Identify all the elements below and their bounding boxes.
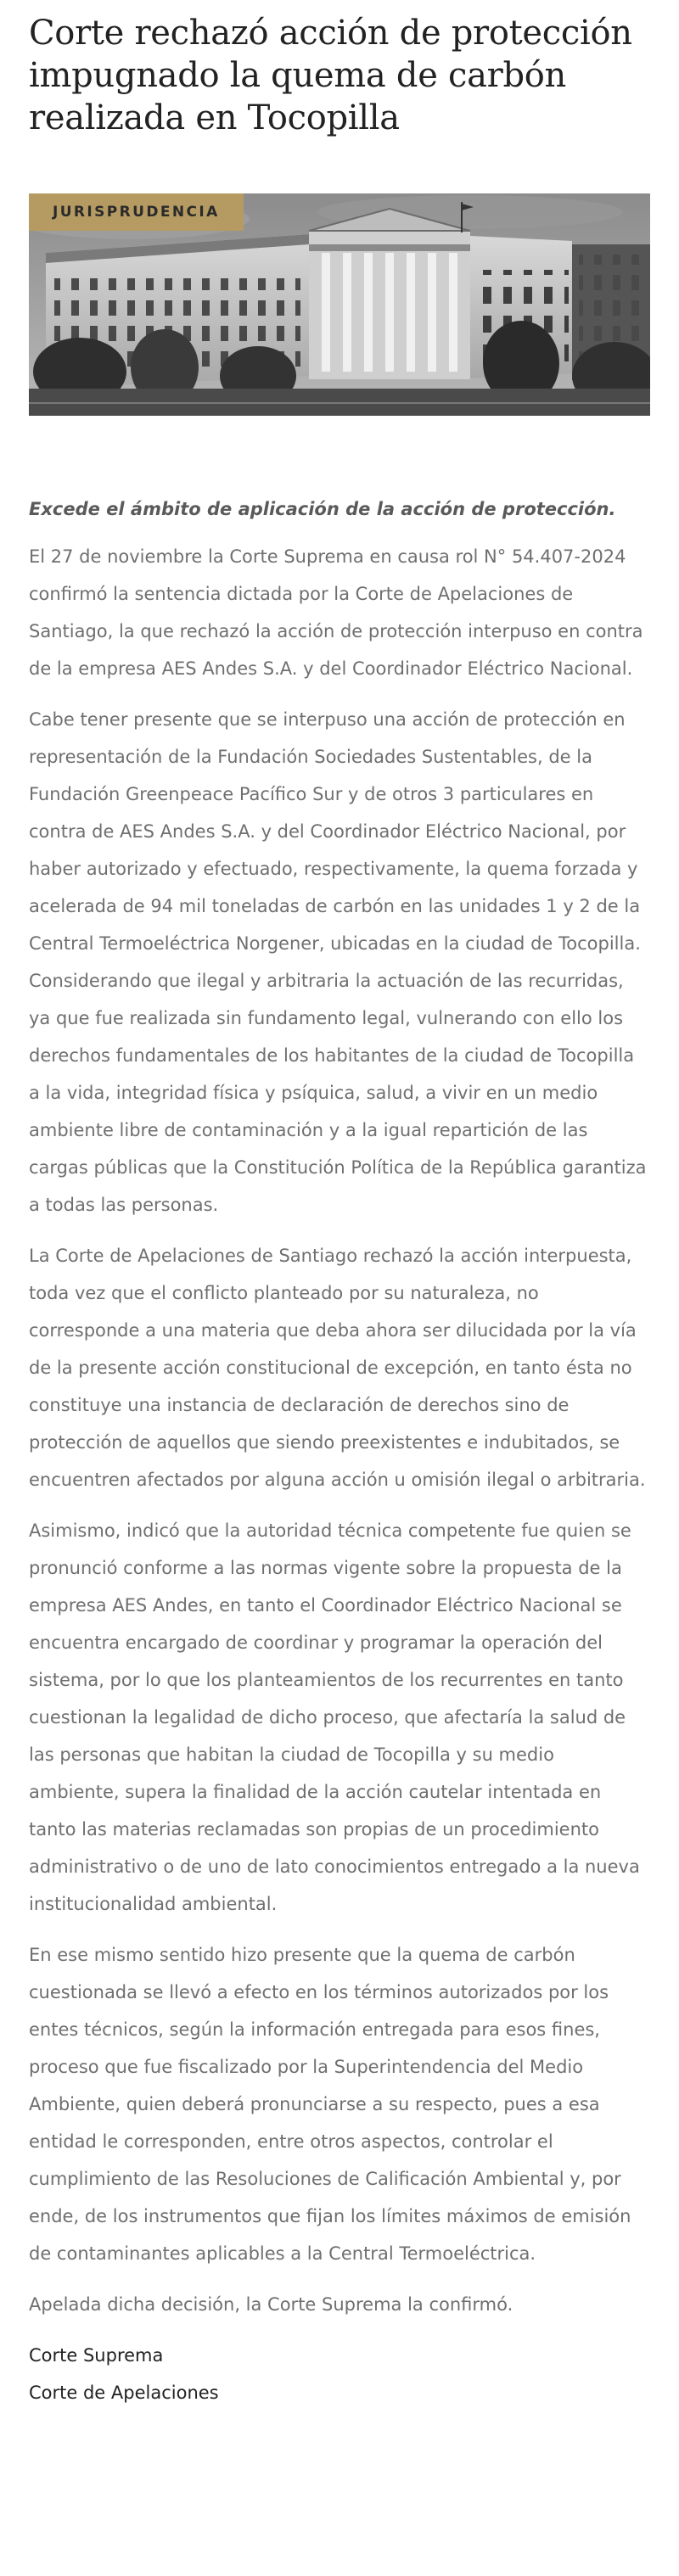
category-badge[interactable]: JURISPRUDENCIA bbox=[29, 193, 244, 231]
article-paragraph-3: La Corte de Apelaciones de Santiago rechazó la acción interpuesta, toda vez que el conflicto planteado por su naturaleza, no corresponde a una materia que deba ahora ser dilucidada por la vía de la presente acción constitucional de excepción, en tanto ésta no constituye una instancia de declaración de derechos sino de protección de aquellos que siendo preexistentes e indubitados, se encuentren afectados por alguna acción u omisión ilegal o arbitraria. bbox=[29, 1246, 646, 1490]
article-tags bbox=[29, 2337, 650, 2411]
article-paragraph-2: Cabe tener presente que se interpuso una acción de protección en representación de la Fundación Sociedades Sustentables, de la Fundación Greenpeace Pacífico Sur y de otros 3 particulares en contra de AES Andes S.A. y del Coordinador Eléctrico Nacional, por haber autorizado y efectuado, respectivamente, la quema forzada y acelerada de 94 mil toneladas de carbón en las unidades 1 y 2 de la Central Termoeléctrica Norgener, ubicadas en la ciudad de Tocopilla. Considerando que ilegal y arbitraria la actuación de las recurridas, ya que fue realizada sin fundamento legal, vulnerando con ello los derechos fundamentales de los habitantes de la ciudad de Tocopilla a la vida, integridad física y psíquica, salud, a vivir en un medio ambiente libre de contaminación y a la igual repartición de las cargas públicas que la Constitución Política de la República garantiza a todas las personas. bbox=[29, 709, 647, 1215]
tag-link-corte-de-apelaciones[interactable]: Corte de Apelaciones bbox=[29, 2383, 219, 2403]
article-paragraph-6: Apelada dicha decisión, la Corte Suprema la confirmó. bbox=[29, 2294, 513, 2315]
article-lead: Excede el ámbito de aplicación de la acción de protección. bbox=[29, 499, 616, 519]
hero-image bbox=[29, 193, 650, 416]
article-body bbox=[29, 490, 650, 2323]
article-paragraph-5: En ese mismo sentido hizo presente que la quema de carbón cuestionada se llevó a efecto en los términos autorizados por los entes técnicos, según la información entregada para esos fines, proceso que fue fiscalizado por la Superintendencia del Medio Ambiente, quien deberá pronunciarse a su respecto, pues a esa entidad le corresponden, entre otros aspectos, controlar el cumplimiento de las Resoluciones de Calificación Ambiental y, por ende, de los instrumentos que fijan los límites máximos de emisión de contaminantes aplicables a la Central Termoeléctrica. bbox=[29, 1945, 631, 2264]
article-title: Corte rechazó acción de protección impugnado la quema de carbón realizada en Tocopilla bbox=[29, 14, 632, 137]
article-paragraph-1: El 27 de noviembre la Corte Suprema en causa rol N° 54.407-2024 confirmó la sentencia dictada por la Corte de Apelaciones de Santiago, la que rechazó la acción de protección interpuso en contra de la empresa AES Andes S.A. y del Coordinador Eléctrico Nacional. bbox=[29, 546, 643, 679]
article-paragraph-4: Asimismo, indicó que la autoridad técnica competente fue quien se pronunció conforme a las normas vigente sobre la propuesta de la empresa AES Andes, en tanto el Coordinador Eléctrico Nacional se encuentra encargado de coordinar y programar la operación del sistema, por lo que los planteamientos de los recurrentes en tanto cuestionan la legalidad de dicho proceso, que afectaría la salud de las personas que habitan la ciudad de Tocopilla y su medio ambiente, supera la finalidad de la acción cautelar intentada en tanto las materias reclamadas son propias de un procedimiento administrativo o de uno de lato conocimientos entregado a la nueva institucionalidad ambiental. bbox=[29, 1520, 640, 1914]
tag-link-corte-suprema[interactable]: Corte Suprema bbox=[29, 2345, 164, 2366]
